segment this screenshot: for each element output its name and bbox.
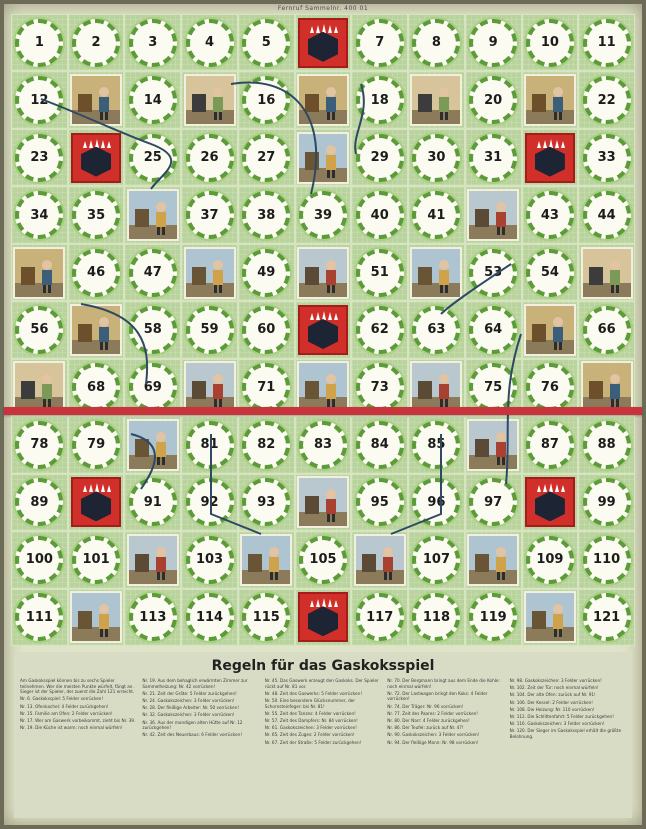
rules-column — [20, 678, 136, 747]
gaskoks-symbol-icon — [298, 305, 348, 355]
board-cell — [124, 129, 181, 186]
rule-line: Nr. 65. Zeit des Zuges: 2 Felder vorrücken! — [264, 732, 355, 738]
street-scene-icon — [13, 361, 65, 413]
number-ring: 78 — [15, 421, 63, 469]
board-cell — [238, 474, 295, 531]
number-ring: 41 — [412, 191, 460, 239]
board-cell — [11, 531, 68, 588]
jester-scene-icon — [127, 419, 179, 471]
board-cell — [408, 14, 465, 71]
number-ring: 1 — [15, 19, 63, 67]
board-cell — [522, 129, 579, 186]
board-cell — [295, 186, 352, 243]
number-ring: 30 — [412, 134, 460, 182]
board-cell — [465, 301, 522, 358]
board-cell — [124, 244, 181, 301]
board-cell — [238, 244, 295, 301]
board-cell — [408, 589, 465, 646]
number-ring: 114 — [186, 593, 234, 641]
board-cell — [465, 474, 522, 531]
number-ring: 18 — [356, 76, 404, 124]
rule-line: Nr. 15. Familie am Ofen: 2 Felder vorrücken! — [20, 710, 113, 716]
number-ring: 83 — [299, 421, 347, 469]
number-ring: 44 — [583, 191, 631, 239]
number-ring: 53 — [469, 249, 517, 297]
rule-line: Nr. 50. Eine besondere Glücksnummer, der Schornsteinfeger: bis Nr. 81! — [264, 697, 356, 709]
number-ring: 5 — [242, 19, 290, 67]
board-cell — [11, 474, 68, 531]
board-cell — [522, 244, 579, 301]
rule-line: Nr. 77. Zeit des Paares: 2 Felder vorrücken! — [387, 710, 478, 716]
board-cell — [408, 129, 465, 186]
rule-line: Nr. 21. Zeit der Gräte: 5 Felder zurückgehen! — [142, 690, 237, 696]
gaskoks-symbol-icon — [71, 477, 121, 527]
board-cell — [351, 416, 408, 473]
modern-house-icon — [467, 189, 519, 241]
board-cell — [68, 301, 125, 358]
number-ring: 117 — [356, 593, 404, 641]
board-cell — [181, 129, 238, 186]
red-ribbon — [4, 407, 642, 415]
board-cell — [11, 244, 68, 301]
number-ring: 101 — [72, 536, 120, 584]
number-ring: 69 — [129, 363, 177, 411]
number-ring: 9 — [469, 19, 517, 67]
number-ring: 115 — [242, 593, 290, 641]
number-ring: 33 — [583, 134, 631, 182]
number-ring: 7 — [356, 19, 404, 67]
board-cell — [238, 589, 295, 646]
rules-panel — [14, 652, 632, 818]
number-ring: 62 — [356, 306, 404, 354]
number-ring: 8 — [412, 19, 460, 67]
board-cell — [181, 71, 238, 128]
number-ring: 39 — [299, 191, 347, 239]
board-cell — [578, 244, 635, 301]
board-cell — [408, 71, 465, 128]
rule-line: Nr. 106. Der Kessel: 2 Felder vorrücken! — [509, 699, 593, 705]
boiler-icon — [354, 534, 406, 586]
board-cell — [351, 244, 408, 301]
board-cell — [351, 474, 408, 531]
number-ring: 113 — [129, 593, 177, 641]
game-board — [4, 4, 642, 825]
board-cell — [68, 71, 125, 128]
board-cell — [181, 186, 238, 243]
number-ring: 88 — [583, 421, 631, 469]
number-ring: 109 — [526, 536, 574, 584]
board-cell — [578, 474, 635, 531]
board-cell — [351, 589, 408, 646]
board-cell — [465, 531, 522, 588]
board-cell — [522, 589, 579, 646]
rule-line: Nr. 42. Zeit des Neuerbaus: 6 Felder vorrücken! — [142, 732, 243, 738]
board-cell — [295, 474, 352, 531]
number-ring: 96 — [412, 478, 460, 526]
number-ring: 29 — [356, 134, 404, 182]
board-cell — [295, 71, 352, 128]
gasworks-scene-icon — [184, 247, 236, 299]
board-cell — [465, 589, 522, 646]
board-cell — [181, 531, 238, 588]
wheelbarrow-scene-icon — [297, 476, 349, 528]
board-cell — [351, 531, 408, 588]
board-cell — [181, 416, 238, 473]
worker-scene-icon — [297, 132, 349, 184]
board-cell — [578, 71, 635, 128]
rule-line: Nr. 74. Der Träger: Nr. 96 vorrücken! — [387, 703, 464, 709]
rule-line: Nr. 80. Der Narr: 4 Felder zurückgehen! — [387, 717, 470, 723]
number-ring: 75 — [469, 363, 517, 411]
number-ring: 79 — [72, 421, 120, 469]
number-ring: 43 — [526, 191, 574, 239]
dancers-scene-icon — [581, 247, 633, 299]
number-ring: 76 — [526, 363, 574, 411]
board-cell — [181, 589, 238, 646]
rule-line: Nr. 19. Aus dem behaglich erwärmten Zimmer zur Sammelheizung: Nr. 42 vorrücken! — [142, 678, 248, 689]
number-ring: 111 — [15, 593, 63, 641]
board-cell — [351, 301, 408, 358]
number-ring: 91 — [129, 478, 177, 526]
board-cell — [295, 301, 352, 358]
rule-line: Nr. 120. Der Sieger im Gaskoksspiel erhält die größte Belohnung. — [509, 728, 622, 739]
rule-line: Nr. 48. Zeit des Gaswerks: 5 Felder vorrücken! — [264, 690, 363, 696]
number-ring: 73 — [356, 363, 404, 411]
board-cell — [522, 301, 579, 358]
board-top-text: Fernruf Sammelnr. 400 01 — [277, 5, 369, 12]
board-cell — [522, 14, 579, 71]
board-cell — [351, 129, 408, 186]
number-ring: 25 — [129, 134, 177, 182]
board-cell — [68, 186, 125, 243]
number-ring: 71 — [242, 363, 290, 411]
number-ring: 118 — [412, 593, 460, 641]
number-ring: 107 — [412, 536, 460, 584]
number-ring: 54 — [526, 249, 574, 297]
chimney-sweep-icon — [297, 247, 349, 299]
board-cell — [578, 14, 635, 71]
number-ring: 66 — [583, 306, 631, 354]
rule-line: Nr. 17. Wer am Gaswerk vorbeikommt, zieht bis Nr. 39. — [20, 717, 136, 723]
board-cell — [181, 301, 238, 358]
number-ring: 34 — [15, 191, 63, 239]
board-cell — [522, 71, 579, 128]
board-cell — [408, 301, 465, 358]
number-ring: 51 — [356, 249, 404, 297]
rule-line: Nr. 90. Gaskokszeichen: 3 Felder vorrücken! — [387, 732, 480, 738]
rule-line: Nr. 67. Zeit der Straße: 5 Felder zurückgehen! — [264, 739, 362, 745]
number-ring: 14 — [129, 76, 177, 124]
board-cell — [578, 416, 635, 473]
number-ring: 56 — [15, 306, 63, 354]
number-ring: 93 — [242, 478, 290, 526]
number-ring: 92 — [186, 478, 234, 526]
board-cell — [408, 474, 465, 531]
number-ring: 89 — [15, 478, 63, 526]
board-cell — [124, 186, 181, 243]
board-cell — [238, 129, 295, 186]
board-cell — [351, 14, 408, 71]
rule-line: Nr. 108. Die Heizung: Nr. 110 vorrücken! — [509, 706, 595, 712]
gaskoks-symbol-icon — [525, 477, 575, 527]
board-cell — [68, 474, 125, 531]
rule-line: Nr. 45. Das Gaswerk erzeugt den Gaskoks. Der Spieler rückt auf Nr. 81 vor. — [264, 678, 379, 689]
gasometer-scene-icon — [297, 74, 349, 126]
gaskoks-symbol-icon — [298, 592, 348, 642]
board-cell — [68, 416, 125, 473]
board-cell — [68, 129, 125, 186]
number-ring: 60 — [242, 306, 290, 354]
board-grid — [11, 14, 635, 646]
number-ring: 105 — [299, 536, 347, 584]
board-cell — [238, 416, 295, 473]
number-ring: 82 — [242, 421, 290, 469]
number-ring: 58 — [129, 306, 177, 354]
devil-scene-icon — [467, 419, 519, 471]
family-scene-icon — [184, 74, 236, 126]
market-scene-icon — [13, 247, 65, 299]
number-ring: 23 — [15, 134, 63, 182]
board-cell — [181, 474, 238, 531]
number-ring: 37 — [186, 191, 234, 239]
board-cell — [181, 244, 238, 301]
number-ring: 63 — [412, 306, 460, 354]
board-cell — [522, 474, 579, 531]
heater-scene-icon — [467, 534, 519, 586]
number-ring: 64 — [469, 306, 517, 354]
board-cell — [408, 186, 465, 243]
rule-line: Nr. 32. Gaskokszeichen: 3 Felder vorrücken! — [142, 712, 235, 718]
board-cell — [124, 71, 181, 128]
board-cell — [124, 416, 181, 473]
number-ring: 81 — [186, 421, 234, 469]
board-cell — [124, 474, 181, 531]
rules-column — [142, 678, 258, 747]
board-cell — [124, 589, 181, 646]
number-ring: 84 — [356, 421, 404, 469]
carrier-scene-icon — [410, 361, 462, 413]
oven-scene-icon — [410, 247, 462, 299]
rules-columns — [14, 674, 632, 747]
board-cell — [11, 301, 68, 358]
number-ring: 103 — [186, 536, 234, 584]
board-cell — [238, 301, 295, 358]
number-ring: 31 — [469, 134, 517, 182]
number-ring: 97 — [469, 478, 517, 526]
board-cell — [578, 589, 635, 646]
board-cell — [295, 531, 352, 588]
board-cell — [181, 14, 238, 71]
boiler-icon — [240, 534, 292, 586]
number-ring: 16 — [242, 76, 290, 124]
board-cell — [522, 531, 579, 588]
number-ring: 26 — [186, 134, 234, 182]
board-cell — [295, 416, 352, 473]
rule-line: Nr. 86. Der Teufel: zurück auf Nr. 47! — [387, 725, 464, 731]
board-cell — [465, 129, 522, 186]
number-ring: 100 — [15, 536, 63, 584]
number-ring: 121 — [583, 593, 631, 641]
board-cell — [465, 14, 522, 71]
board-cell — [408, 244, 465, 301]
board-cell — [295, 14, 352, 71]
board-cell — [408, 416, 465, 473]
rules-title: Regeln für das Gaskoksspiel — [211, 658, 435, 674]
rule-line: Nr. 28. Der fleißige Arbeiter: Nr. 50 vorrücken! — [142, 705, 240, 711]
rule-line: Nr. 98. Gaskokszeichen: 3 Felder vorrücken! — [509, 678, 602, 683]
gentleman-scene-icon — [184, 361, 236, 413]
number-ring: 35 — [72, 191, 120, 239]
number-ring: 4 — [186, 19, 234, 67]
board-cell — [238, 14, 295, 71]
board-cell — [238, 186, 295, 243]
board-cell — [522, 186, 579, 243]
number-ring: 99 — [583, 478, 631, 526]
board-cell — [295, 129, 352, 186]
number-ring: 95 — [356, 478, 404, 526]
rules-column — [510, 678, 626, 747]
number-ring: 3 — [129, 19, 177, 67]
number-ring: 110 — [583, 536, 631, 584]
board-cell — [11, 416, 68, 473]
board-cell — [68, 14, 125, 71]
steamship-icon — [70, 304, 122, 356]
rule-line: Nr. 24. Gaskokszeichen: 3 Felder vorrücken! — [142, 697, 235, 703]
board-cell — [465, 71, 522, 128]
rule-line: Nr. 13. Ofenkachel: 4 Felder zurückgehen! — [20, 703, 109, 709]
board-cell — [11, 14, 68, 71]
snow-house-icon — [127, 189, 179, 241]
number-ring: 119 — [469, 593, 517, 641]
board-cell — [11, 589, 68, 646]
board-cell — [68, 531, 125, 588]
rule-line: Nr. 55. Zeit des Tanzes: 4 Felder vorrücken! — [264, 710, 356, 716]
board-cell — [11, 129, 68, 186]
rule-line: Nr. 61. Gaskokszeichen: 3 Felder vorrücken! — [264, 725, 357, 731]
number-ring: 22 — [583, 76, 631, 124]
number-ring: 38 — [242, 191, 290, 239]
rules-column — [265, 678, 381, 747]
rule-line: Nr. 104. Der alte Ofen: zurück auf Nr. 91! — [509, 692, 596, 698]
stove-scene-icon — [70, 74, 122, 126]
number-ring: 20 — [469, 76, 517, 124]
board-cell — [351, 71, 408, 128]
rule-line: Nr. 6. Gaskoksspiel: 5 Felder vorrücken! — [20, 696, 104, 702]
board-cell — [465, 244, 522, 301]
board-cell — [11, 186, 68, 243]
board-cell — [351, 186, 408, 243]
couple-scene-icon — [581, 361, 633, 413]
board-cell — [295, 589, 352, 646]
gaskoks-symbol-icon — [298, 18, 348, 68]
number-ring: 87 — [526, 421, 574, 469]
kitchen-scene-icon — [410, 74, 462, 126]
rule-line: Nr. 70. Der Bergmann bringt aus dem Ende die Kohle: noch einmal würfeln! — [387, 678, 500, 689]
locomotive-icon — [524, 304, 576, 356]
doorway-scene-icon — [127, 534, 179, 586]
rule-line: Nr. 72. Der Lastwagen bringt den Koks: 4 Felder vorrücken! — [387, 690, 488, 702]
board-cell — [238, 71, 295, 128]
board-cell — [578, 129, 635, 186]
board-cell — [465, 186, 522, 243]
sledding-scene-icon — [70, 591, 122, 643]
truck-icon — [297, 361, 349, 413]
board-cell — [522, 416, 579, 473]
group-scene-icon — [524, 74, 576, 126]
board-cell — [465, 416, 522, 473]
gaskoks-symbol-icon — [71, 133, 121, 183]
board-cell — [408, 531, 465, 588]
rule-line: Nr. 94. Der fleißige Mann: Nr. 98 vorrücken! — [387, 739, 479, 745]
number-ring: 12 — [15, 76, 63, 124]
rule-line: Nr. 57. Zeit des Dampfers: Nr. 84 vorrücken! — [264, 717, 358, 723]
number-ring: 46 — [72, 249, 120, 297]
gaskoks-symbol-icon — [525, 133, 575, 183]
board-cell — [124, 14, 181, 71]
number-ring: 68 — [72, 363, 120, 411]
board-cell — [124, 531, 181, 588]
winter-scene-icon — [524, 591, 576, 643]
rule-line: Nr. 102. Zeit der Tür: noch einmal würfeln! — [509, 685, 599, 691]
board-cell — [68, 589, 125, 646]
number-ring: 10 — [526, 19, 574, 67]
number-ring: 27 — [242, 134, 290, 182]
number-ring: 2 — [72, 19, 120, 67]
board-cell — [578, 301, 635, 358]
number-ring: 85 — [412, 421, 460, 469]
number-ring: 11 — [583, 19, 631, 67]
rules-column — [387, 678, 503, 747]
board-cell — [68, 244, 125, 301]
board-cell — [578, 531, 635, 588]
board-cell — [11, 71, 68, 128]
rule-line: Nr. 116. Gaskokszeichen: 3 Felder vorrücken! — [509, 721, 605, 727]
rule-line: Nr. 36. Aus der mondigen alten Hütte auf Nr. 12 zurückgehen! — [142, 719, 243, 731]
number-ring: 40 — [356, 191, 404, 239]
number-ring: 47 — [129, 249, 177, 297]
rule-line: Nr. 112. Die Schlittenfahrt: 5 Felder zurückgehen! — [509, 713, 614, 719]
board-cell — [124, 301, 181, 358]
board-cell — [238, 531, 295, 588]
number-ring: 59 — [186, 306, 234, 354]
rule-line: Nr. 19. Die Küche ist warm: noch einmal würfeln! — [20, 725, 123, 731]
board-cell — [578, 186, 635, 243]
number-ring: 49 — [242, 249, 290, 297]
board-cell — [295, 244, 352, 301]
rule-line: Am Gaskoksspiel können bis zu sechs Spieler teilnehmen. Wer die meisten Punkte würfelt, fängt an. Sieger ist der Spieler, der zuerst die Zahl 121 erreicht. — [20, 678, 135, 695]
